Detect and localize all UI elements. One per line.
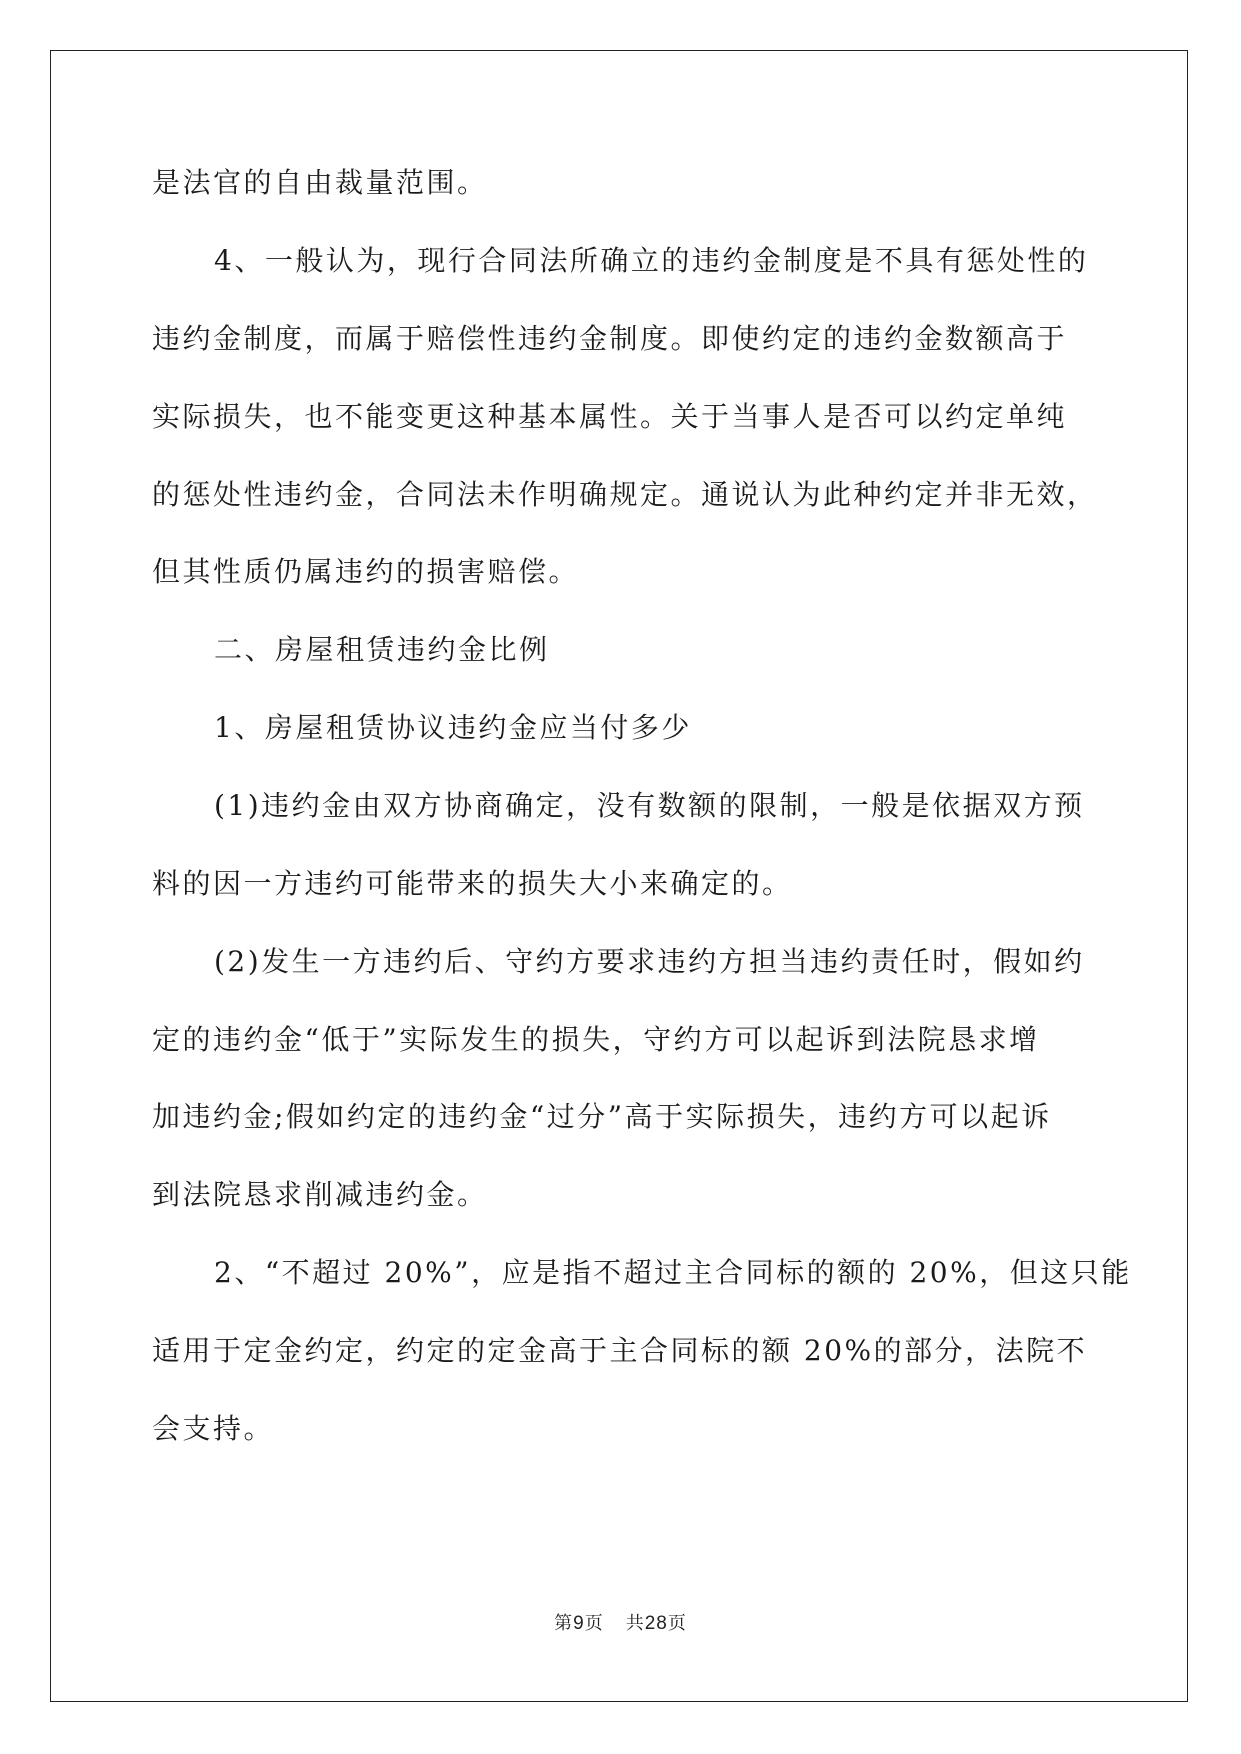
text-line: 适用于定金约定，约定的定金高于主合同标的额 20%的部分，法院不 [152, 1334, 1088, 1367]
text-line: 到法院恳求削减违约金。 [152, 1178, 488, 1211]
text-line: 定的违约金“低于”实际发生的损失，守约方可以起诉到法院恳求增 [152, 1023, 1040, 1056]
text-line: 会支持。 [152, 1412, 275, 1445]
text-line: 料的因一方违约可能带来的损失大小来确定的。 [152, 867, 793, 900]
page-footer [0, 1612, 1241, 1636]
subsection-heading: 1、房屋租赁协议违约金应当付多少 [214, 711, 692, 744]
text-line: 的惩处性违约金，合同法未作明确规定。通说认为此种约定并非无效， [152, 478, 1098, 511]
text-line: 4、一般认为，现行合同法所确立的违约金制度是不具有惩处性的 [214, 244, 1089, 277]
total-pages-number: 28 [644, 1613, 668, 1634]
text-line: 违约金制度，而属于赔偿性违约金制度。即使约定的违约金数额高于 [152, 322, 1068, 355]
section-heading: 二、房屋租赁违约金比例 [214, 633, 550, 666]
footer-total-unit: 页 [667, 1613, 687, 1634]
text-line: (1)违约金由双方协商确定，没有数额的限制，一般是依据双方预 [214, 789, 1085, 822]
text-line: 但其性质仍属违约的损害赔偿。 [152, 555, 580, 588]
text-line: 是法官的自由裁量范围。 [152, 166, 488, 199]
footer-prefix: 第 [554, 1613, 574, 1634]
text-line: 实际损失，也不能变更这种基本属性。关于当事人是否可以约定单纯 [152, 400, 1068, 433]
footer-page-unit: 页 [584, 1613, 604, 1634]
text-line: (2)发生一方违约后、守约方要求违约方担当违约责任时，假如约 [214, 945, 1085, 978]
footer-total-prefix: 共 [625, 1613, 645, 1634]
text-line: 加违约金;假如约定的违约金“过分”高于实际损失，违约方可以起诉 [152, 1100, 1052, 1133]
current-page-number: 9 [573, 1613, 585, 1634]
text-line: 2、“不超过 20%”，应是指不超过主合同标的额的 20%，但这只能 [214, 1256, 1132, 1289]
